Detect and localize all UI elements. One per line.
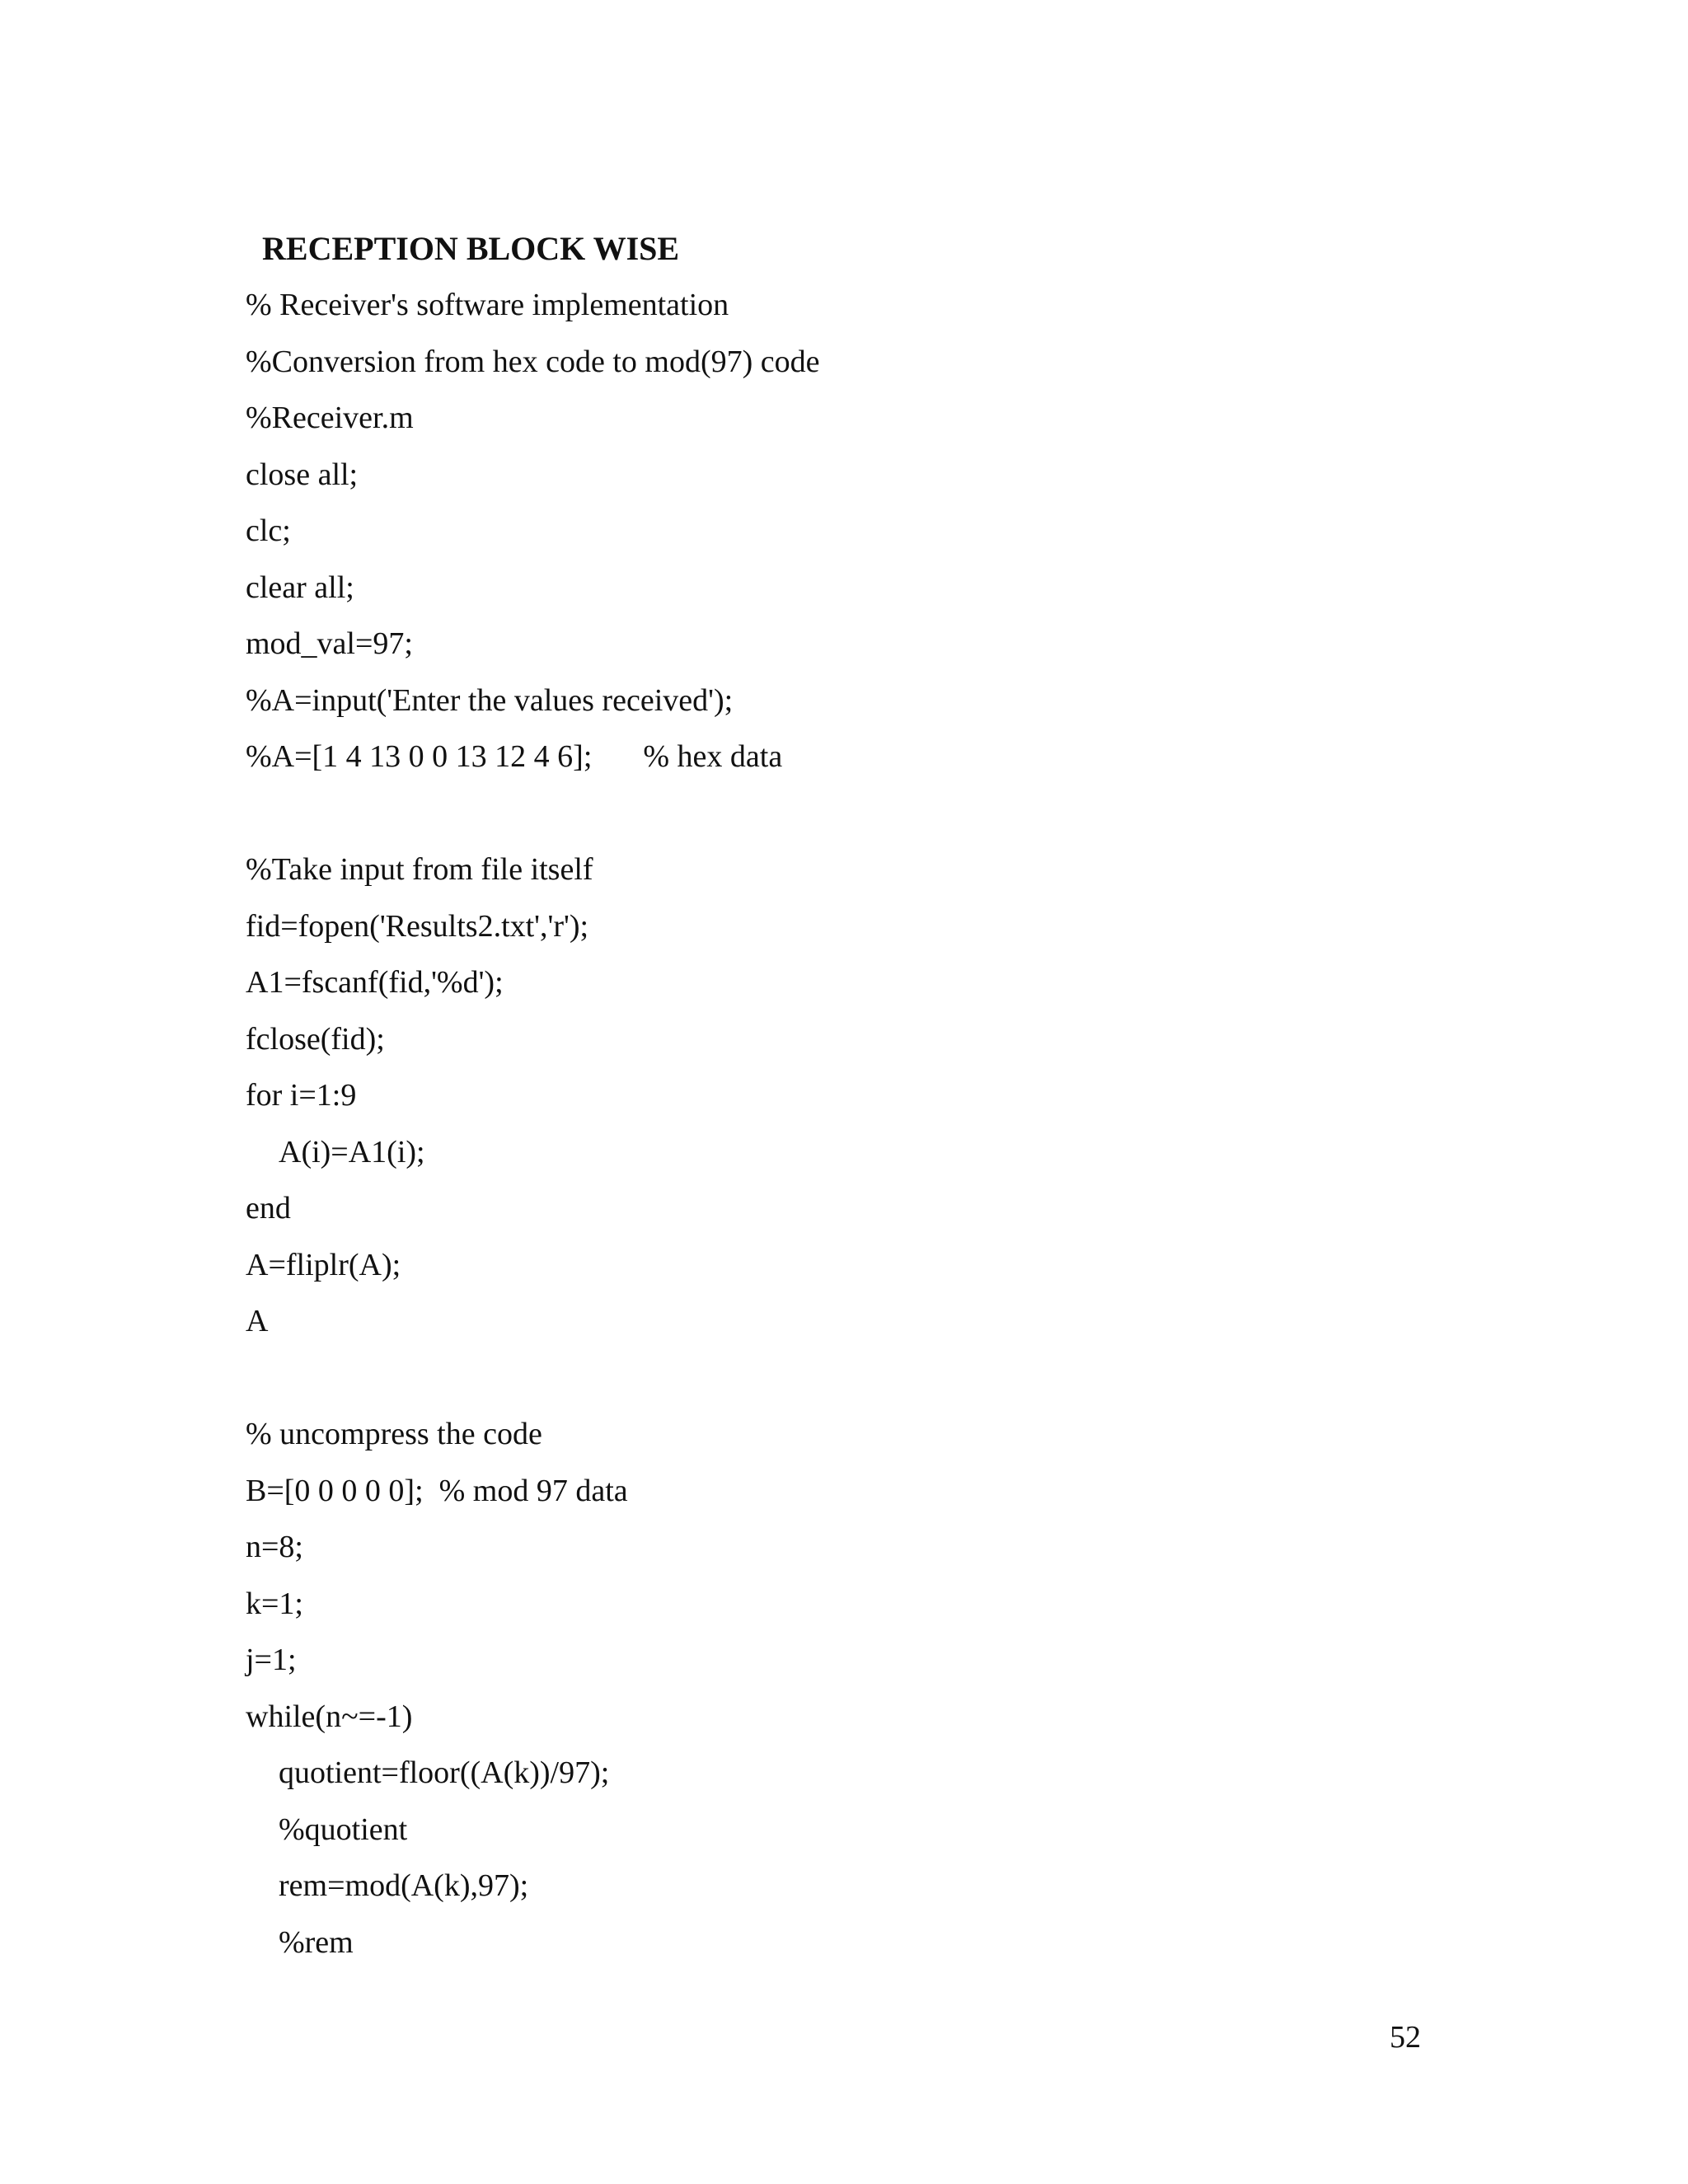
code-line-25: j=1;	[246, 1643, 297, 1677]
code-line-21: % uncompress the code	[246, 1417, 542, 1451]
code-line-19: A	[246, 1304, 269, 1338]
code-line-23: n=8;	[246, 1530, 303, 1564]
code-line-30: %rem	[279, 1924, 354, 1960]
code-line-6: clear all;	[246, 569, 354, 605]
code-line-9	[246, 737, 820, 794]
code-line-24: k=1;	[246, 1586, 303, 1621]
code-line-12: fid=fopen('Results2.txt','r');	[246, 908, 589, 944]
code-line-2: %Conversion from hex code to mod(97) code	[246, 344, 820, 379]
code-line-17: end	[246, 1191, 291, 1226]
code-line-27: quotient=floor((A(k))/97);	[279, 1755, 610, 1790]
code-line-4: close all;	[246, 457, 359, 492]
code-line-18: A=fliplr(A);	[246, 1247, 401, 1282]
code-line-14: fclose(fid);	[246, 1021, 385, 1057]
code-line-7: mod_val=97;	[246, 626, 413, 661]
code-line-22: B=[0 0 0 0 0]; % mod 97 data	[246, 1473, 628, 1508]
code-line-13: A1=fscanf(fid,'%d');	[246, 965, 504, 1000]
code-line-8: %A=input('Enter the values received');	[246, 682, 734, 718]
code-line-3: %Receiver.m	[246, 401, 414, 435]
code-line-16: A(i)=A1(i);	[279, 1134, 425, 1169]
code-line-11: %Take input from file itself	[246, 852, 593, 887]
code-line-1: % Receiver's software implementation	[246, 288, 729, 322]
code-line-29: rem=mod(A(k),97);	[279, 1868, 529, 1903]
code-listing	[246, 285, 820, 1979]
code-line-blank-2	[246, 1358, 820, 1415]
code-line-9-text: %A=[1 4 13 0 0 13 12 4 6];	[246, 739, 593, 774]
code-line-15: for i=1:9	[246, 1078, 357, 1113]
code-line-26: while(n~=-1)	[246, 1699, 413, 1734]
code-line-blank-1	[246, 794, 820, 851]
section-heading: RECEPTION BLOCK WISE	[262, 230, 680, 267]
code-line-5: clc;	[246, 513, 291, 548]
page-number: 52	[1390, 2020, 1421, 2055]
inline-comment: % hex data	[643, 739, 783, 774]
code-line-28: %quotient	[279, 1811, 408, 1847]
